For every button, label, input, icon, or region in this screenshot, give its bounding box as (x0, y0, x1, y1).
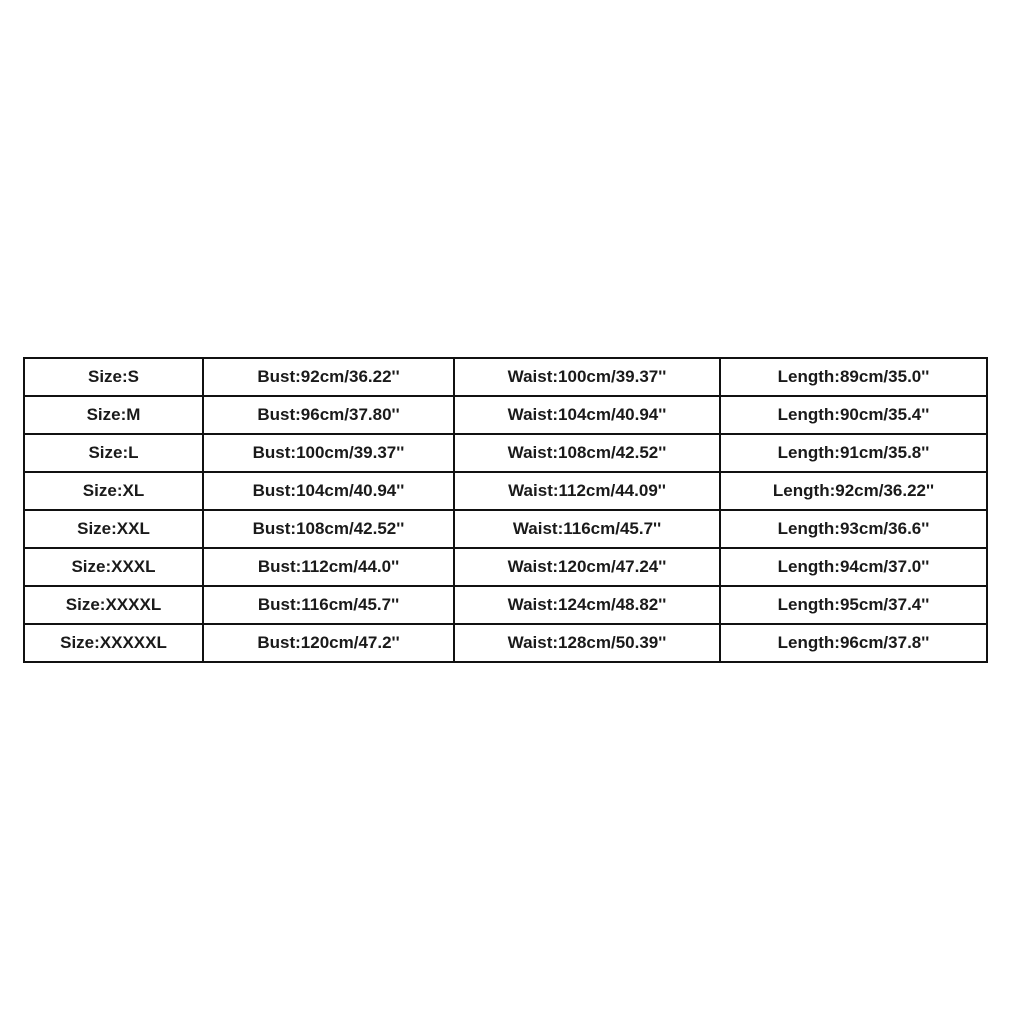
bust-cell: Bust:104cm/40.94'' (203, 472, 454, 510)
table-row (24, 510, 987, 548)
table-row (24, 434, 987, 472)
size-cell: Size:XXXXXL (24, 624, 203, 662)
size-cell: Size:L (24, 434, 203, 472)
table-row (24, 624, 987, 662)
table-row (24, 548, 987, 586)
size-cell: Size:XXL (24, 510, 203, 548)
waist-cell: Waist:112cm/44.09'' (454, 472, 720, 510)
length-cell: Length:95cm/37.4'' (720, 586, 987, 624)
bust-cell: Bust:116cm/45.7'' (203, 586, 454, 624)
bust-cell: Bust:96cm/37.80'' (203, 396, 454, 434)
bust-cell: Bust:92cm/36.22'' (203, 358, 454, 396)
waist-cell: Waist:116cm/45.7'' (454, 510, 720, 548)
waist-cell: Waist:100cm/39.37'' (454, 358, 720, 396)
length-cell: Length:90cm/35.4'' (720, 396, 987, 434)
bust-cell: Bust:108cm/42.52'' (203, 510, 454, 548)
length-cell: Length:93cm/36.6'' (720, 510, 987, 548)
size-cell: Size:XXXXL (24, 586, 203, 624)
waist-cell: Waist:124cm/48.82'' (454, 586, 720, 624)
size-cell: Size:M (24, 396, 203, 434)
size-cell: Size:S (24, 358, 203, 396)
table-row (24, 472, 987, 510)
length-cell: Length:92cm/36.22'' (720, 472, 987, 510)
bust-cell: Bust:120cm/47.2'' (203, 624, 454, 662)
length-cell: Length:94cm/37.0'' (720, 548, 987, 586)
size-cell: Size:XXXL (24, 548, 203, 586)
bust-cell: Bust:112cm/44.0'' (203, 548, 454, 586)
size-chart-table (23, 357, 988, 663)
length-cell: Length:89cm/35.0'' (720, 358, 987, 396)
table-row (24, 358, 987, 396)
bust-cell: Bust:100cm/39.37'' (203, 434, 454, 472)
size-cell: Size:XL (24, 472, 203, 510)
length-cell: Length:91cm/35.8'' (720, 434, 987, 472)
waist-cell: Waist:120cm/47.24'' (454, 548, 720, 586)
table-row (24, 396, 987, 434)
table-row (24, 586, 987, 624)
waist-cell: Waist:128cm/50.39'' (454, 624, 720, 662)
length-cell: Length:96cm/37.8'' (720, 624, 987, 662)
waist-cell: Waist:108cm/42.52'' (454, 434, 720, 472)
waist-cell: Waist:104cm/40.94'' (454, 396, 720, 434)
